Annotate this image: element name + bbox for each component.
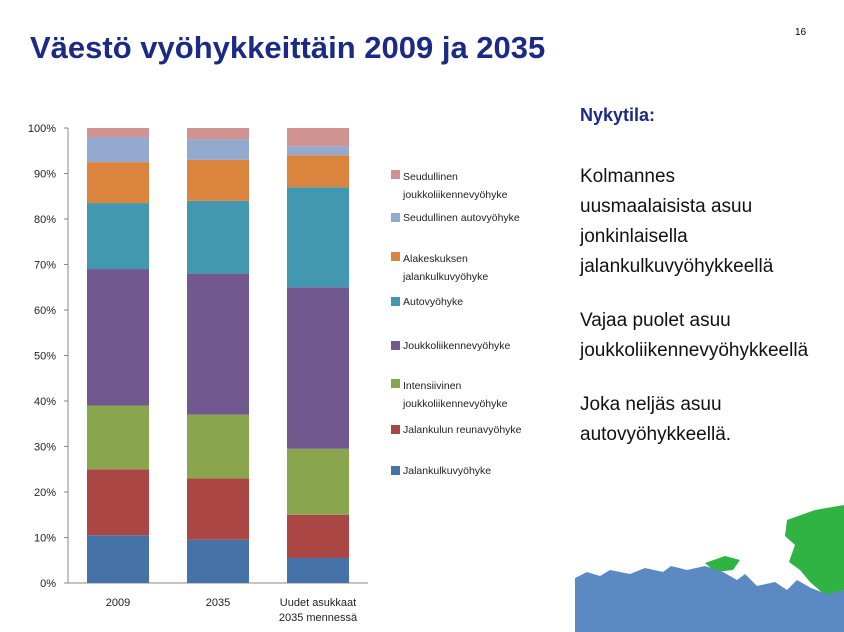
x-tick-label: 2035 mennessä [278,612,358,624]
bar-segment [87,406,149,470]
text-line: uusmaalaisista asuu [580,196,753,217]
legend-label: Seudullinen [403,171,458,183]
text-paragraphs [580,162,840,450]
text-line: joukkoliikennevyöhykkeellä [580,340,809,361]
bar-segment [287,449,349,515]
bar-segment [87,535,149,583]
legend-label: Joukkoliikennevyöhyke [403,340,511,352]
legend-item [403,168,573,204]
legend-item [403,209,573,227]
legend-item [403,250,573,286]
x-tick-label: Uudet asukkaat [279,597,357,609]
text-line: Joka neljäs asuu [580,394,722,415]
bar-segment [187,274,249,415]
legend-label: Alakeskuksen [403,253,468,265]
y-tick-label: 70% [33,259,56,272]
legend-swatch [391,341,400,350]
legend-item [403,421,573,439]
map-sea-shape [575,566,844,632]
text-line: Vajaa puolet asuu [580,310,731,331]
text-heading: Nykytila: [580,105,656,125]
legend-swatch [391,466,400,475]
bar-segment [287,287,349,449]
text-paragraph [580,390,840,450]
bar-segment [87,203,149,269]
bar-segment [187,540,249,583]
y-tick-label: 90% [33,168,56,181]
text-line: autovyöhykkeellä. [580,424,732,445]
bar-segment [187,139,249,159]
bar-segment [287,155,349,187]
slide-title: Väestö vyöhykkeittäin 2009 ja 2035 [30,30,546,65]
stacked-bar-chart [0,0,400,632]
legend-label: jalankulkuvyöhyke [403,271,489,283]
bar-segment [287,558,349,583]
legend-swatch [391,379,400,388]
bar-segment [287,515,349,558]
text-line: jalankulkuvyöhykkeellä [580,256,774,277]
bar-segment [187,160,249,201]
bar-segment [87,269,149,406]
y-tick-label: 30% [33,441,56,454]
legend-item [403,462,573,480]
legend-item [403,293,573,311]
bar-segment [287,187,349,287]
bar-segment [87,137,149,162]
y-tick-label: 20% [33,487,56,499]
legend-swatch [391,170,400,179]
text-panel [580,105,840,474]
x-tick-label: 2009 [105,597,131,609]
bar-segment [187,128,249,139]
legend-label: Intensiivinen [403,380,462,392]
text-paragraph [580,306,840,366]
legend-label: Seudullinen autovyöhyke [403,212,520,224]
legend-swatch [391,425,400,434]
legend-label: Autovyöhyke [403,296,464,308]
bar-segment [187,478,249,539]
legend-swatch [391,213,400,222]
text-line: jonkinlaisella [580,226,688,247]
y-tick-label: 40% [33,396,56,408]
legend-label: joukkoliikennevyöhyke [403,398,508,410]
y-tick-label: 60% [33,305,56,317]
y-tick-label: 100% [27,123,56,135]
map-decoration [575,500,844,632]
chart-bars [87,128,349,583]
legend-item [403,337,573,355]
y-tick-label: 10% [33,532,56,545]
y-tick-label: 50% [33,350,56,363]
legend-swatch [391,252,400,261]
legend-item [403,377,573,413]
bar-segment [87,128,149,137]
bar-segment [187,201,249,274]
y-tick-label: 0% [40,578,56,590]
bar-segment [187,415,249,479]
x-tick-label: 2035 [205,597,231,609]
legend-label: joukkoliikennevyöhyke [403,189,508,201]
y-tick-label: 80% [33,214,56,226]
text-paragraph [580,162,840,282]
legend-label: Jalankulkuvyöhyke [403,465,492,477]
legend-label: Jalankulun reunavyöhyke [403,424,522,436]
bar-segment [287,128,349,146]
bar-segment [87,162,149,203]
text-line: Kolmannes [580,166,676,187]
page-number: 16 [795,27,807,38]
bar-segment [87,469,149,535]
legend-swatch [391,297,400,306]
bar-segment [287,146,349,155]
